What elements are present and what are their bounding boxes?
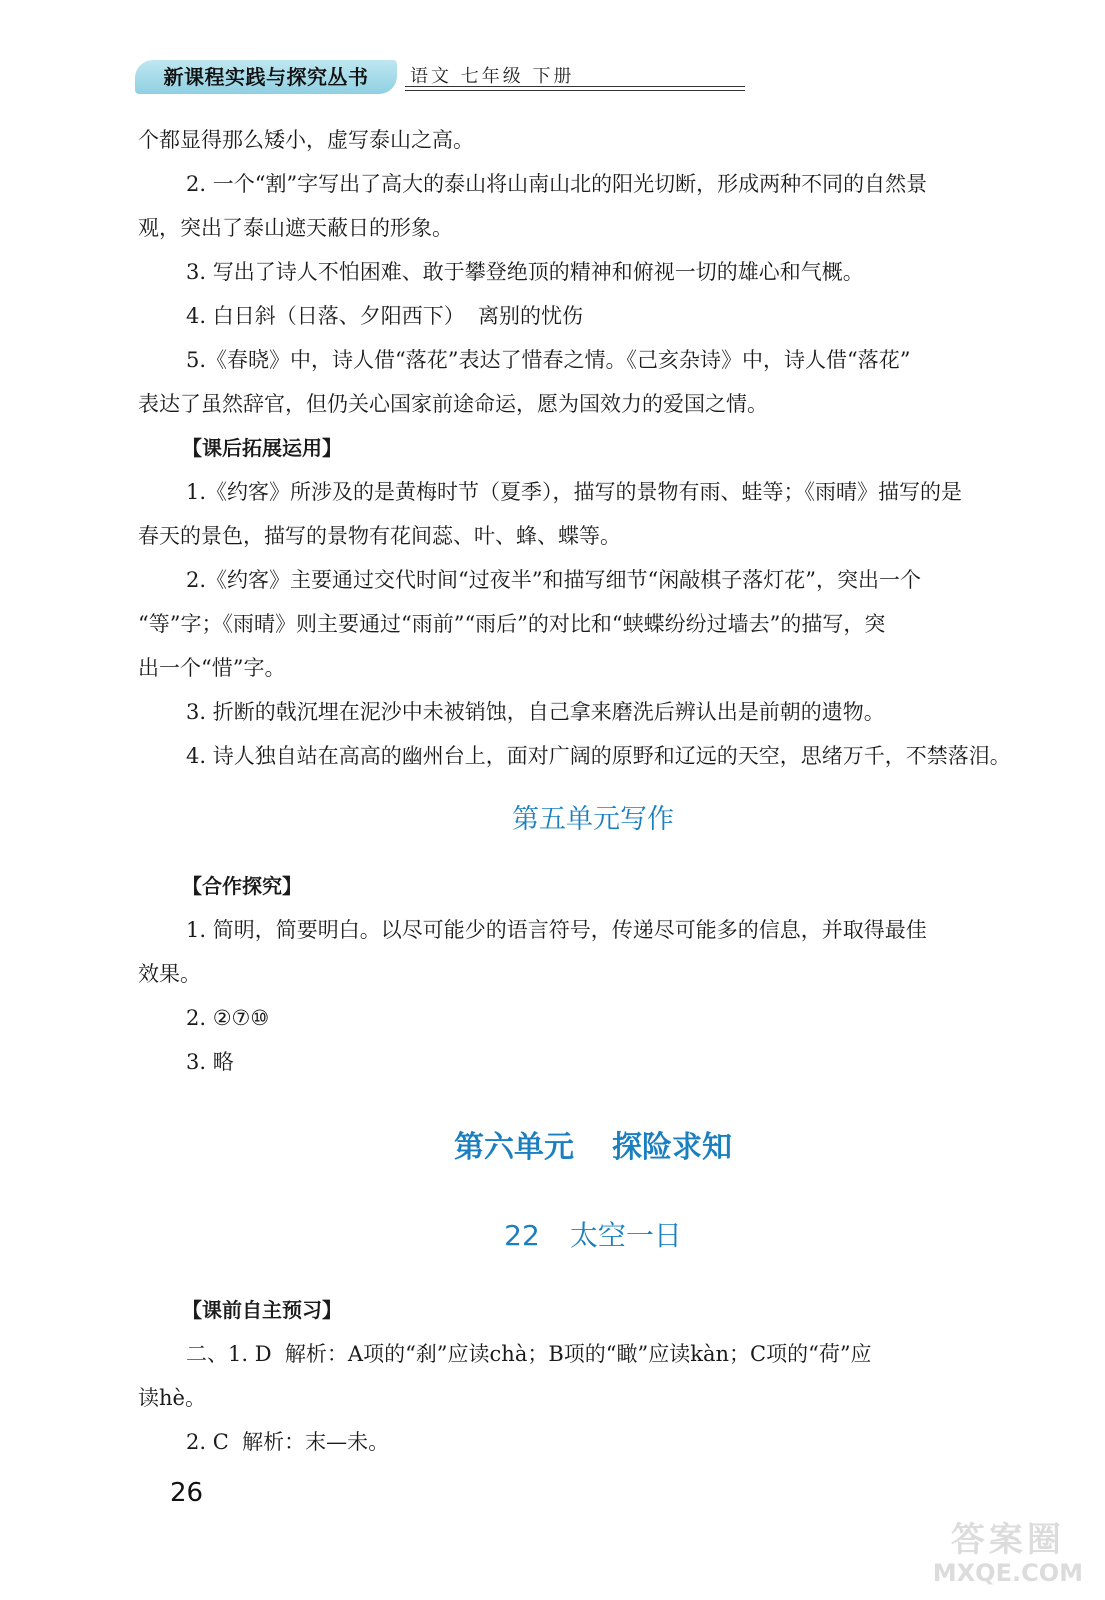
unit6-theme: 探险求知: [612, 1130, 732, 1165]
lesson-number: 22: [504, 1219, 540, 1252]
text-line: 4. 白日斜（日落、夕阳西下） 离别的忧伤: [186, 304, 584, 328]
page-number: 26: [170, 1478, 204, 1508]
text-line: 2. C 解析：末—未。: [186, 1430, 390, 1454]
lesson-title: [138, 1212, 1048, 1260]
text-line: 2. 一个“割”字写出了高大的泰山将山南山北的阳光切断，形成两种不同的自然景: [186, 172, 928, 196]
answer-content: [138, 118, 1048, 1464]
section-label-cooperation: 【合作探究】: [182, 874, 302, 898]
text-line: 春天的景色，描写的景物有花间蕊、叶、蜂、蝶等。: [138, 524, 621, 548]
watermark-logo-text: 答案圈: [950, 1520, 1065, 1561]
text-line: 4. 诗人独自站在高高的幽州台上，面对广阔的原野和辽远的天空，思绪万千，不禁落泪。: [186, 744, 1011, 768]
text-line: 观，突出了泰山遮天蔽日的形象。: [138, 216, 453, 240]
text-line: 1.《约客》所涉及的是黄梅时节（夏季），描写的景物有雨、蛙等；《雨晴》描写的是: [186, 480, 963, 504]
text-line: 3. 写出了诗人不怕困难、敢于攀登绝顶的精神和俯视一切的雄心和气概。: [186, 260, 864, 284]
text-line: 出一个“惜”字。: [138, 656, 286, 680]
text-line: 2.《约客》主要通过交代时间“过夜半”和描写细节“闲敲棋子落灯花”，突出一个: [186, 568, 921, 592]
unit5-writing-title: 第五单元写作: [512, 804, 674, 835]
text-line: 读hè。: [138, 1386, 206, 1410]
page-header: [135, 60, 615, 96]
header-rule: [405, 86, 745, 91]
section-label-preview: 【课前自主预习】: [182, 1298, 342, 1322]
text-line: 1. 简明，简要明白。以尽可能少的语言符号，传递尽可能多的信息，并取得最佳: [186, 918, 927, 942]
text-line: 效果。: [138, 962, 201, 986]
text-line: 个都显得那么矮小，虚写泰山之高。: [138, 128, 474, 152]
section-label-extension: 【课后拓展运用】: [182, 436, 342, 460]
book-info: 语文 七年级 下册: [410, 66, 575, 87]
text-line: 2. ②⑦⑩: [186, 1006, 270, 1030]
text-line: 3. 略: [186, 1050, 234, 1074]
text-line: “等”字；《雨晴》则主要通过“雨前”“雨后”的对比和“蛱蝶纷纷过墙去”的描写，突: [138, 612, 886, 636]
lesson-name: 太空一日: [569, 1219, 682, 1252]
text-line: 表达了虽然辞官，但仍关心国家前途命运，愿为国效力的爱国之情。: [138, 392, 768, 416]
watermark-url: MXQE.COM: [932, 1558, 1083, 1587]
text-line: 二、1. D 解析：A项的“刹”应读chà；B项的“瞰”应读kàn；C项的“荷”应: [186, 1342, 872, 1366]
unit6-number: 第六单元: [454, 1130, 574, 1165]
unit6-title: [138, 1124, 1048, 1172]
text-line: 5.《春晓》中，诗人借“落花”表达了惜春之情。《己亥杂诗》中，诗人借“落花”: [186, 348, 911, 372]
series-title-badge: 新课程实践与探究丛书: [135, 60, 397, 94]
text-line: 3. 折断的戟沉埋在泥沙中未被销蚀，自己拿来磨洗后辨认出是前朝的遗物。: [186, 700, 885, 724]
watermark: [933, 1522, 1083, 1586]
